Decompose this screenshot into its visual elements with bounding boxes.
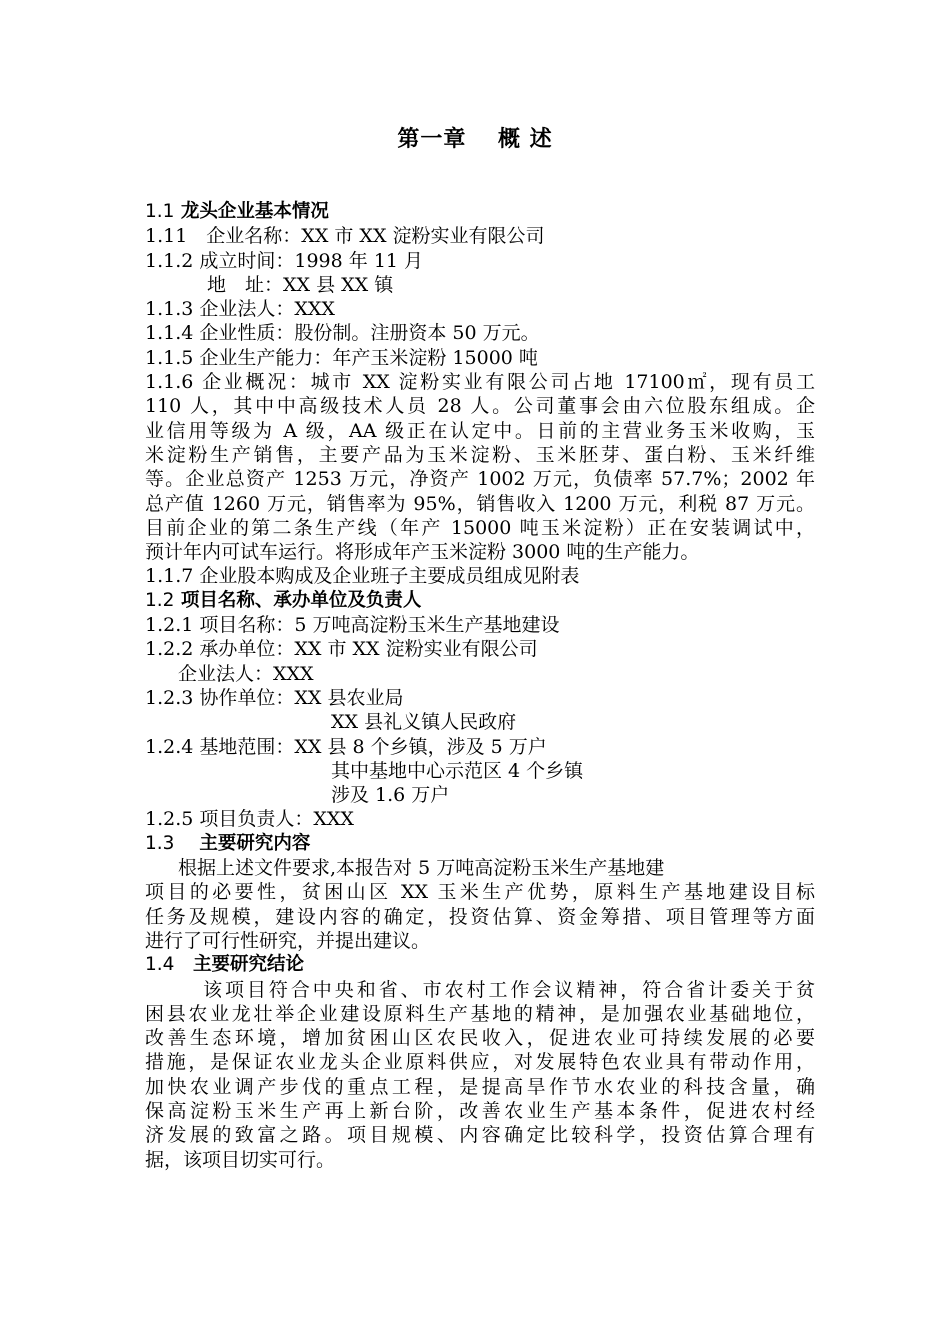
section-title: 项目名称、承办单位及负责人 [180,589,422,611]
paragraph-line: 该项目符合中央和省、市农村工作会议精神，符合省计委关于贫 [203,978,815,1001]
paragraph-line: 业信用等级为 A 级，AA 级正在认定中。日前的主营业务玉米收购，玉 [145,419,815,442]
paragraph-line: 1.1.6 企业概况：城市 XX 淀粉实业有限公司占地 17100㎡，现有员工 [145,371,815,394]
section-number: 1.3 [145,832,175,854]
base-scope-line-3: 涉及 1.6 万户 [331,784,450,807]
base-scope-line-2: 其中基地中心示范区 4 个乡镇 [331,759,584,782]
section-number: 1.2 [145,589,175,611]
equity-note-line: 1.1.7 企业股本购成及企业班子主要成员组成见附表 [145,565,580,588]
section-heading-1-2 [145,589,815,613]
paragraph-line: 据，该项目切实可行。 [145,1148,336,1171]
paragraph-line: 110 人，其中中高级技术人员 28 人。公司董事会由六位股东组成。企 [145,395,815,418]
section-title: 主要研究内容 [199,832,311,854]
paragraph-line: 济发展的致富之路。项目规模、内容确定比较科学，投资估算合理有 [145,1124,815,1147]
section-title: 主要研究结论 [192,954,304,976]
company-name-line: 1.11 企业名称：XX 市 XX 淀粉实业有限公司 [145,225,545,248]
chapter-title: 第一章 概 述 [397,127,553,152]
paragraph-line: 任务及规模，建设内容的确定，投资估算、资金筹措、项目管理等方面 [145,905,815,928]
paragraph-line: 改善生态环境，增加贫困山区农民收入，促进农业可持续发展的必要 [145,1027,815,1050]
section-number: 1.4 [145,954,175,976]
paragraph-line: 预计年内可试车运行。将形成年产玉米淀粉 3000 吨的生产能力。 [145,541,700,564]
section-number: 1.1 [145,201,175,222]
address-line: 地 址：XX 县 XX 镇 [207,273,394,296]
company-overview-paragraph [145,370,815,564]
base-scope-line: 1.2.4 基地范围：XX 县 8 个乡镇，涉及 5 万户 [145,735,547,758]
cooperating-unit-line: 1.2.3 协作单位：XX 县农业局 [145,686,404,709]
paragraph-line: 总产值 1260 万元，销售率为 95%，销售收入 1200 万元，利税 87 万元。 [145,492,815,515]
document-body [145,200,815,1172]
section-heading-1-4 [145,953,815,977]
section-title: 龙头企业基本情况 [180,201,329,222]
paragraph-line: 项目的必要性，贫困山区 XX 玉米生产优势，原料生产基地建设目标 [145,881,815,904]
company-nature-line: 1.1.4 企业性质：股份制。注册资本 50 万元。 [145,322,540,345]
research-conclusion-paragraph [145,978,815,1172]
section-heading-1-1 [145,200,815,224]
section-heading-1-3 [145,832,815,856]
legal-person-line: 1.1.3 企业法人：XXX [145,298,335,321]
founding-date-line: 1.1.2 成立时间：1998 年 11 月 [145,249,424,272]
capacity-line: 1.1.5 企业生产能力：年产玉米淀粉 15000 吨 [145,346,538,369]
paragraph-line: 米淀粉生产销售，主要产品为玉米淀粉、玉米胚芽、蛋白粉、玉米纤维 [145,443,815,466]
cooperating-unit-line-2: XX 县礼义镇人民政府 [331,711,517,734]
host-unit-line: 1.2.2 承办单位：XX 市 XX 淀粉实业有限公司 [145,638,538,661]
paragraph-line: 保高淀粉玉米生产再上新台阶，改善农业生产基本条件，促进农村经 [145,1099,815,1122]
research-content-paragraph [145,856,815,953]
project-leader-line: 1.2.5 项目负责人：XXX [145,808,354,831]
paragraph-line: 措施，是保证农业龙头企业原料供应，对发展特色农业具有带动作用， [145,1051,815,1074]
paragraph-line: 等。企业总资产 1253 万元，净资产 1002 万元，负债率 57.7%；2002 年 [145,468,815,491]
paragraph-line: 困县农业龙壮举企业建设原料生产基地的精神，是加强农业基础地位， [145,1002,815,1025]
paragraph-line: 加快农业调产步伐的重点工程，是提高旱作节水农业的科技含量，确 [145,1075,815,1098]
project-name-line: 1.2.1 项目名称：5 万吨高淀粉玉米生产基地建设 [145,614,560,637]
paragraph-line: 根据上述文件要求,本报告对 5 万吨高淀粉玉米生产基地建 [178,857,665,880]
paragraph-line: 目前企业的第二条生产线（年产 15000 吨玉米淀粉）正在安装调试中， [145,516,815,539]
paragraph-line: 进行了可行性研究，并提出建议。 [145,929,431,952]
project-legal-person-line: 企业法人：XXX [178,662,314,685]
